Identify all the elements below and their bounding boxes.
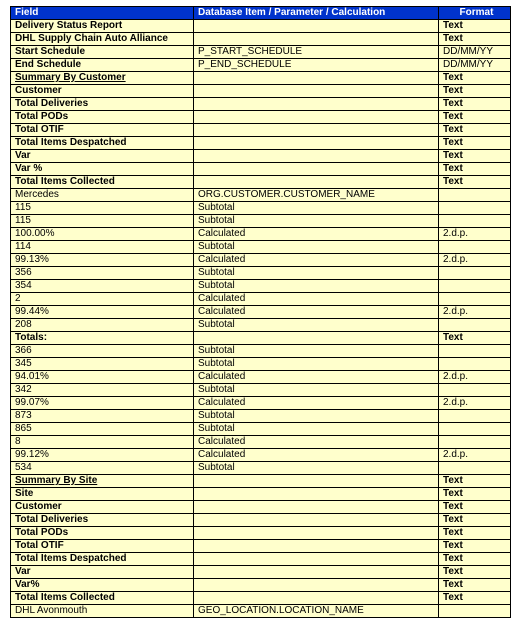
database-item-cell [194,553,439,566]
table-row [11,319,511,332]
format-cell: 2.d.p. [439,449,511,462]
database-item-cell [194,98,439,111]
field-cell: 534 [11,462,194,475]
field-cell: 873 [11,410,194,423]
table-row [11,527,511,540]
field-cell: 2 [11,293,194,306]
database-item-cell [194,475,439,488]
format-cell: Text [439,33,511,46]
database-item-cell [194,124,439,137]
database-item-cell [194,332,439,345]
database-item-cell [194,488,439,501]
table-row [11,267,511,280]
field-cell: Total Deliveries [11,98,194,111]
field-cell: 366 [11,345,194,358]
database-item-cell: Subtotal [194,358,439,371]
format-cell [439,215,511,228]
format-cell [439,345,511,358]
table-row [11,462,511,475]
format-cell: Text [439,176,511,189]
field-spec-table [10,6,511,618]
database-item-cell [194,33,439,46]
field-cell: 342 [11,384,194,397]
table-row [11,332,511,345]
table-row [11,85,511,98]
table-row [11,163,511,176]
format-cell: 2.d.p. [439,306,511,319]
table-row [11,228,511,241]
field-cell: 345 [11,358,194,371]
table-row [11,59,511,72]
table-row [11,72,511,85]
database-item-cell [194,540,439,553]
field-cell: 99.44% [11,306,194,319]
field-cell: 94.01% [11,371,194,384]
table-row [11,553,511,566]
database-item-cell: Calculated [194,254,439,267]
field-cell: Start Schedule [11,46,194,59]
format-cell: Text [439,85,511,98]
table-row [11,475,511,488]
table-row [11,605,511,618]
database-item-cell: Subtotal [194,267,439,280]
field-cell: 114 [11,241,194,254]
field-cell: Summary By Site [11,475,194,488]
format-cell: DD/MM/YY [439,59,511,72]
table-row [11,449,511,462]
table-row [11,215,511,228]
table-row [11,345,511,358]
format-cell [439,241,511,254]
field-cell: Total PODs [11,111,194,124]
table-row [11,150,511,163]
database-item-cell: ORG.CUSTOMER.CUSTOMER_NAME [194,189,439,202]
database-item-cell: Subtotal [194,423,439,436]
table-row [11,514,511,527]
database-item-cell: Subtotal [194,462,439,475]
format-cell: Text [439,72,511,85]
database-item-cell: Subtotal [194,215,439,228]
database-item-cell: Calculated [194,293,439,306]
format-cell: Text [439,579,511,592]
field-cell: 356 [11,267,194,280]
header-row [11,7,511,20]
field-cell: Total OTIF [11,124,194,137]
format-cell: Text [439,553,511,566]
format-cell: 2.d.p. [439,397,511,410]
field-cell: 208 [11,319,194,332]
table-row [11,46,511,59]
table-row [11,488,511,501]
field-cell: Total Items Collected [11,592,194,605]
field-cell: 865 [11,423,194,436]
field-cell: Site [11,488,194,501]
format-cell: 2.d.p. [439,254,511,267]
database-item-cell: Calculated [194,306,439,319]
table-row [11,397,511,410]
table-row [11,306,511,319]
table-row [11,358,511,371]
format-cell: Text [439,150,511,163]
database-item-cell [194,137,439,150]
database-item-cell [194,111,439,124]
format-cell: Text [439,98,511,111]
database-item-cell: Subtotal [194,345,439,358]
format-cell: Text [439,137,511,150]
field-cell: 354 [11,280,194,293]
table-row [11,293,511,306]
format-cell: DD/MM/YY [439,46,511,59]
table-row [11,371,511,384]
field-cell: Var% [11,579,194,592]
header-database-item: Database Item / Parameter / Calculation [194,7,439,20]
field-cell: DHL Avonmouth [11,605,194,618]
format-cell: Text [439,20,511,33]
header-format: Format [439,7,511,20]
field-cell: End Schedule [11,59,194,72]
database-item-cell [194,163,439,176]
format-cell: Text [439,514,511,527]
database-item-cell [194,514,439,527]
database-item-cell: Subtotal [194,410,439,423]
table-row [11,501,511,514]
field-cell: 99.13% [11,254,194,267]
database-item-cell: Subtotal [194,319,439,332]
database-item-cell [194,176,439,189]
table-row [11,98,511,111]
field-cell: 99.12% [11,449,194,462]
database-item-cell [194,150,439,163]
table-row [11,202,511,215]
table-row [11,254,511,267]
format-cell [439,423,511,436]
field-cell: DHL Supply Chain Auto Alliance [11,33,194,46]
field-cell: Total Items Despatched [11,553,194,566]
database-item-cell [194,501,439,514]
format-cell [439,267,511,280]
format-cell: 2.d.p. [439,228,511,241]
format-cell [439,462,511,475]
database-item-cell: P_START_SCHEDULE [194,46,439,59]
table-row [11,33,511,46]
table-row [11,176,511,189]
format-cell [439,358,511,371]
field-cell: 115 [11,202,194,215]
format-cell [439,605,511,618]
format-cell [439,384,511,397]
database-item-cell: Calculated [194,449,439,462]
table-header [11,7,511,20]
field-cell: Mercedes [11,189,194,202]
table-row [11,423,511,436]
table-row [11,540,511,553]
database-item-cell [194,527,439,540]
table-row [11,280,511,293]
format-cell [439,293,511,306]
database-item-cell [194,579,439,592]
format-cell [439,319,511,332]
table-row [11,20,511,33]
format-cell: Text [439,332,511,345]
format-cell: Text [439,163,511,176]
format-cell: Text [439,475,511,488]
database-item-cell [194,20,439,33]
format-cell [439,189,511,202]
database-item-cell: Calculated [194,371,439,384]
field-cell: Customer [11,85,194,98]
table-row [11,410,511,423]
database-item-cell [194,566,439,579]
table-body [11,20,511,618]
database-item-cell [194,72,439,85]
database-item-cell: Subtotal [194,202,439,215]
format-cell: Text [439,488,511,501]
field-cell: Customer [11,501,194,514]
field-cell: 100.00% [11,228,194,241]
database-item-cell: P_END_SCHEDULE [194,59,439,72]
format-cell: 2.d.p. [439,371,511,384]
database-item-cell: Calculated [194,436,439,449]
database-item-cell [194,85,439,98]
format-cell: Text [439,124,511,137]
format-cell: Text [439,527,511,540]
table-row [11,436,511,449]
table-row [11,592,511,605]
field-cell: Delivery Status Report [11,20,194,33]
field-cell: Summary By Customer [11,72,194,85]
field-cell: 115 [11,215,194,228]
table-row [11,579,511,592]
format-cell [439,410,511,423]
field-cell: Total PODs [11,527,194,540]
format-cell: Text [439,566,511,579]
field-cell: 99.07% [11,397,194,410]
table-row [11,384,511,397]
field-cell: Var % [11,163,194,176]
format-cell [439,202,511,215]
table-row [11,189,511,202]
format-cell: Text [439,111,511,124]
table-row [11,124,511,137]
table-row [11,111,511,124]
field-cell: Total Items Despatched [11,137,194,150]
format-cell [439,436,511,449]
field-cell: Total Deliveries [11,514,194,527]
format-cell: Text [439,501,511,514]
format-cell: Text [439,540,511,553]
database-item-cell: Subtotal [194,384,439,397]
database-item-cell [194,592,439,605]
header-field: Field [11,7,194,20]
format-cell [439,280,511,293]
table-row [11,137,511,150]
field-cell: Var [11,150,194,163]
field-cell: Total Items Collected [11,176,194,189]
field-cell: 8 [11,436,194,449]
table-row [11,241,511,254]
field-cell: Total OTIF [11,540,194,553]
database-item-cell: Subtotal [194,241,439,254]
database-item-cell: GEO_LOCATION.LOCATION_NAME [194,605,439,618]
format-cell: Text [439,592,511,605]
table-row [11,566,511,579]
database-item-cell: Calculated [194,397,439,410]
field-cell: Var [11,566,194,579]
database-item-cell: Subtotal [194,280,439,293]
field-cell: Totals: [11,332,194,345]
database-item-cell: Calculated [194,228,439,241]
